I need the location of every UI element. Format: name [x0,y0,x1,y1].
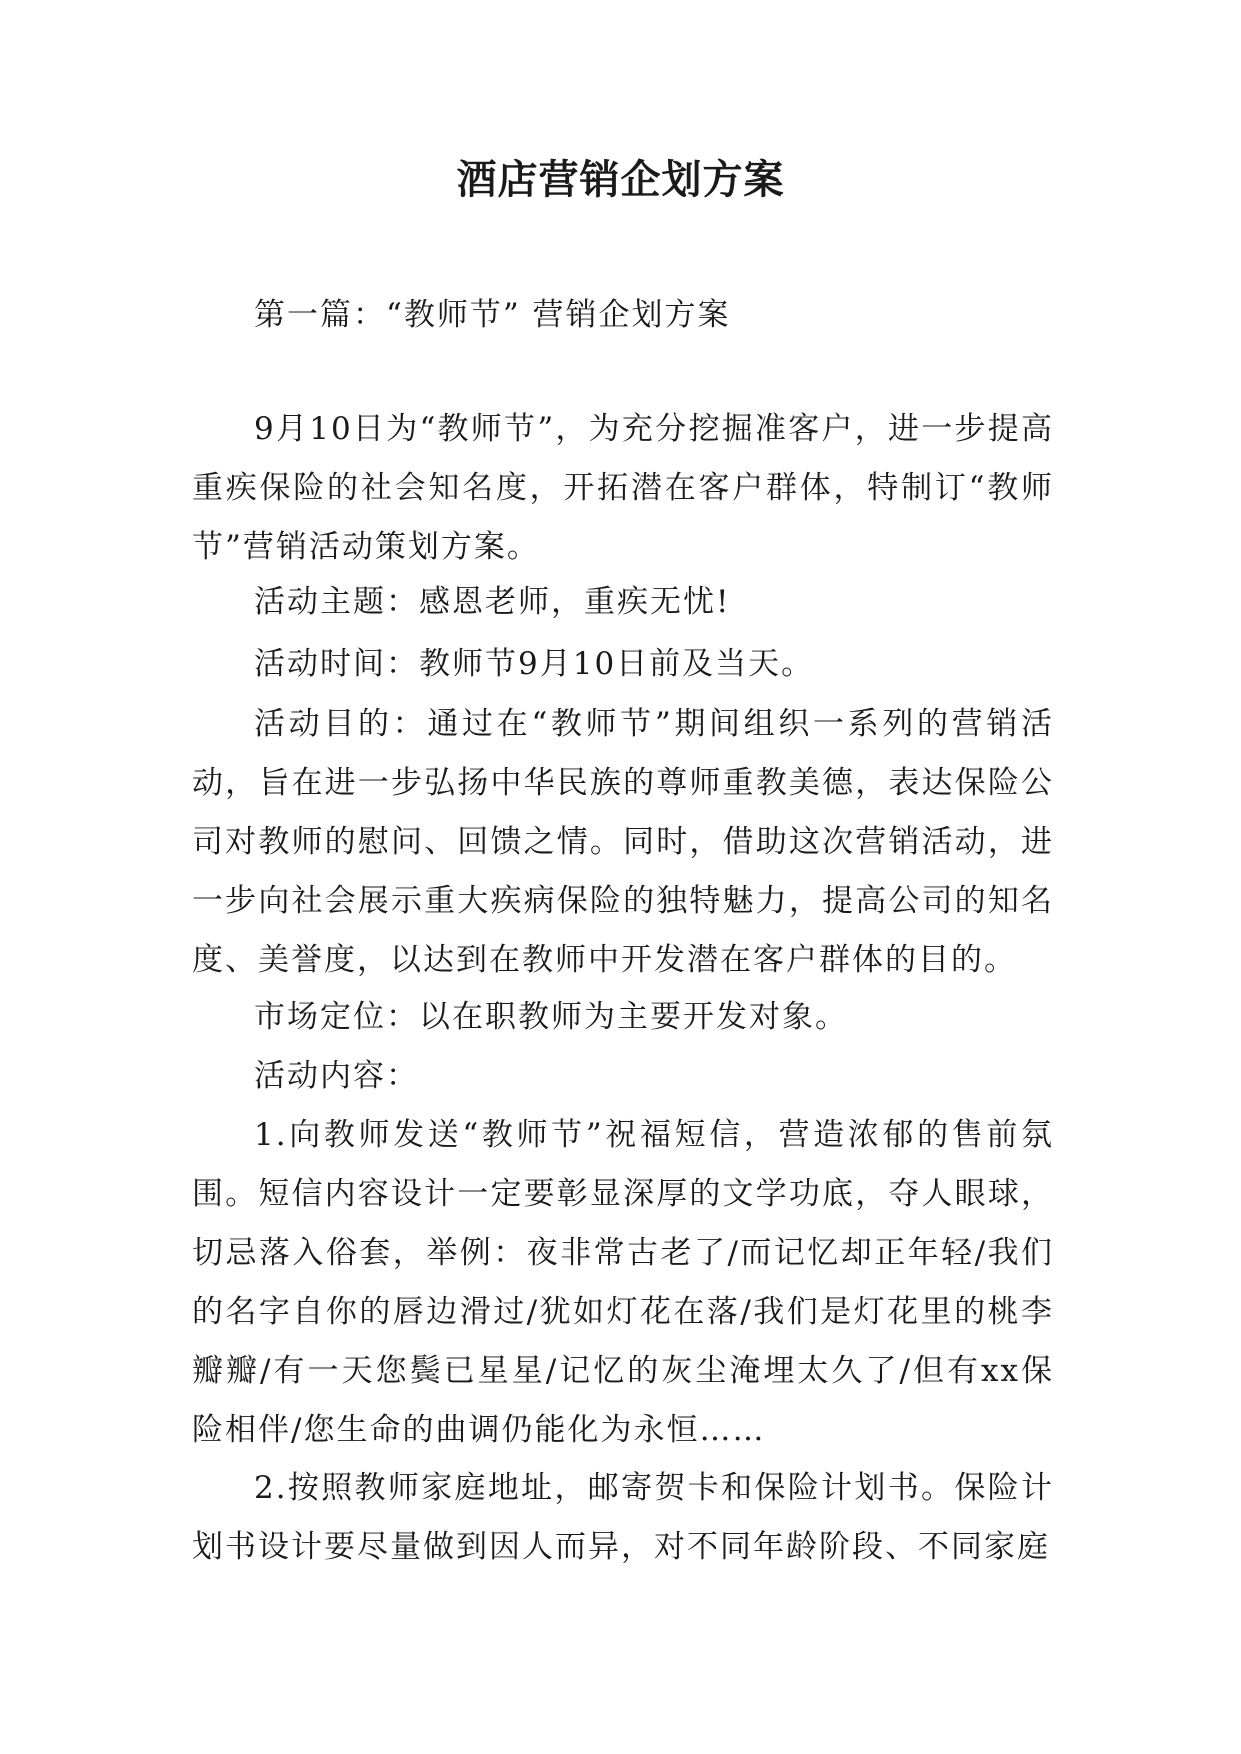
paragraph-theme: 活动主题：感恩老师，重疾无忧! [254,584,731,620]
chapter-heading: 第一篇：“教师节” 营销企划方案 [254,297,731,333]
document-title: 酒店营销企划方案 [456,156,785,203]
paragraph-goal: 活动目的：通过在“教师节”期间组织一系列的营销活动，旨在进一步弘扬中华民族的尊师重教美德，表达保险公司对教师的慰问、回馈之情。同时，借助这次营销活动，进一步向社会展示重大疾病保险的独特魅力，提高公司的知名度、美誉度，以达到在教师中开发潜在客户群体的目的。 [192,706,1054,978]
paragraph-item-1: 1.向教师发送“教师节”祝福短信，营造浓郁的售前氛围。短信内容设计一定要彰显深厚的文学功底，夺人眼球，切忌落入俗套，举例：夜非常古老了/而记忆却正年轻/我们的名字自你的唇边滑过/犹如灯花在落/我们是灯花里的桃李瓣瓣/有一天您鬓已星星/记忆的灰尘淹埋太久了/但有xx保险相伴/您生命的曲调仍能化为永恒…… [192,1117,1054,1448]
paragraph-time: 活动时间：教师节9月10日前及当天。 [254,646,815,682]
paragraph-market: 市场定位：以在职教师为主要开发对象。 [254,999,848,1035]
paragraph-content-heading: 活动内容： [254,1058,419,1094]
paragraph-intro: 9月10日为“教师节”，为充分挖掘准客户，进一步提高重疾保险的社会知名度，开拓潜在客户群体，特制订“教师节”营销活动策划方案。 [192,411,1054,565]
paragraph-item-2: 2.按照教师家庭地址，邮寄贺卡和保险计划书。保险计划书设计要尽量做到因人而异，对不同年龄阶段、不同家庭 [192,1470,1054,1565]
